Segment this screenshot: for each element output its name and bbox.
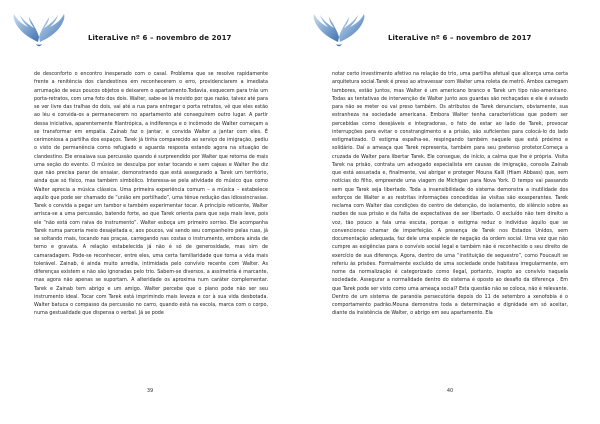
wings-logo-icon bbox=[10, 12, 68, 50]
header-title: LiteraLive nº 6 – novembro de 2017 bbox=[388, 34, 532, 42]
page-header bbox=[300, 12, 600, 50]
page-number: 40 bbox=[446, 388, 454, 394]
article-body bbox=[34, 70, 268, 318]
article-paragraph: de desconforto o encontro inesperado com o casal. Problema que se resolve rapidamente frente a renitência dos clandestinos em reconhecerem o erro, providenciarem a imediata arrumação de seus poucos objetos e deixarem o apartamento.Todavia, esquecem para trás um porta-retratos, com uma foto dos dois. Walter, sabe-se lá movido por que razão, talvez até para se ver livre das tralhas do dois, vai até a rua para entregar o porta retratos, vê que eles estão ao léu e convida-os a permanecerem no apartamento até conseguirem outro lugar. A partir dessa iniciativa, aparentemente filantrópica, a indiferença e o incômodo de Walter começam a se transformar em empatia. Zainab faz o jantar, e convida Walter a jantar com eles. É cerimoniosa a partilha dos espaços. Tarek já tinha comparecido ao serviço de imigração, pediu o visto de permanência como refugiado e aguarda resposta estando agora na situação de clandestino. Ele ensaiava sua percussão quando é surpreendido por Walter que retorna de mais uma seção do evento. O músico se desculpa por estar tocando e sem cajeas e Walter lhe diz que não precisa parar de ensaiar, demonstrando que está assegurado a Tarek um território, ainda que só físico, mas também simbólico. Interessa-se pela atividade do músico que como Walter aprecia a música clássica. Uma primeira experiência comum – a música – estabelece aquilo que pode ser chamado de “união em portilhado”, uma tênue redução das idiossincrasias. Tarek o convida a pegar um tambor e também experimentar tocar. A princípio reticente, Walter arrisca-se a uma percussão, batendo forte, ao que Tarek orienta para que seja mais leve, pois ele “não está com raiva do instrumento”. Walter esboça um primeiro sorriso. Ele acompanha Tarek numa parceria meio desajeitada e, aos poucos, vai sendo seu companheiro pelas ruas, já se soltando mais, tocando nas praças, carregando nas costas o instrumento, embora ainda de terno e gravata. A relação estabelecida já não é só de generosidade, mas sim de camaradagem. Pode-se reconhecer, entre eles, uma certa familiaridade que torna a vida mais tolerável. Zainab, é ainda muito arredia, intimidada pelo convívio recente com Walter. As diferenças existem e não são ignoradas pelo trio. Sabem-se diversos, a assimetria é marcante, mas agora não apenas se suportam. A alteridade os aproxima num caráter complementar. Tarek e Zainab tem abrigo e um amigo. Walter percebe que o piano pode não ser seu instrumento ideal. Tocar com Tarek está imprimindo mais leveza e cor à sua vida desbotada. Walter batuca o compasso da percussão no carro, quando está na escola, marca com o corpo, numa gestualidade que dispensa o verbal. Já se pode bbox=[34, 71, 268, 317]
right-page bbox=[300, 0, 600, 424]
page-header bbox=[0, 12, 300, 50]
article-paragraph: notar certo investimento afetivo na relação do trio, uma partilha afetual que alicerça uma certa arquitetura social.Tarek é preso ao atravessar com Walter uma roleta de metrô. Ambos carregam tambores, estão juntos, mas Walter é um americano branco e Tarek um tipo não-americano. Todas as tentativas de intervenção de Walter junto aos guardas são rechaçadas e ele é avisado para não se meter ou vai preso também. Os atributos de Tarek denunciam, obviamente, sua estranheza na sociedade americana. Embora Walter tenha características que podem ser percebidas como desejáveis e integradoras, o fato de estar ao lado de Tarek, provocar interrupções para evitar o constrangimento e a prisão, são suficientes para colocá-lo do lado estigmatizado. O estigma espalha-se, respingando também naquele que está próximo e solidário. Daí a ameaça que Tarek representa, também para seu pretenso protetor.Começa a cruzada de Walter para libertar Tarek. Ele consegue, de início, a calma que lhe é própria. Visita Tarek na prisão, contrata um advogado especialista em causas de imigração, consola Zainab que está assustada e, finalmente, vai abrigar e proteger Mouna Kalil (Hiam Abbass) que, sem notícias do filho, empreende uma viagem de Michigan para Nova York. O tempo vai passando sem que Tarek seja libertado. Toda a insensibilidade do sistema demonstra a inutilidade dos esforços de Walter e as restritas informações concedidas às visitas são exasperantes. Tarek reclama com Walter das condições do centro de detenção, do isolamento, do silêncio sobre as razões de sua prisão e da falta de expectativas de ser libertado. O excluído não tem direito a voz, tão pouco a fala uma escuta, porque o estigma reduz o indivíduo àquilo que se convencionou chamar de imperfeição. A presença de Tarek nos Estados Unidos, sem documentação adequada, faz dele uma espécie de negação da ordem social. Uma vez que não cumpre as exigências para o convívio social legal e também não é reconhecido o seu direito de exercício de sua diferença. Agora, dentro de uma “instituição de sequestro”, como Foucault se referiu às prisões. Formalmente excluído de uma sociedade onde habitava irregularmente, em nome da normalização é categorizado como ilegal, portanto, inapto ao convívio naquela sociedade. Assegurar a normalidade dentro do sistema é oposto ao desafio da diferença . Em que Tarek pode ser visto como uma ameaça social? Esta questão não se coloca, não é relevante. Dentro de um sistema de paranóia persecutória depois do 11 de setembro a xenofobia é o comportamento padrão.Mouna demonstra toda a determinação e dignidade em só aceitar, diante da insistência de Walter, o abrigo em seu apartamento. Ela bbox=[332, 71, 568, 317]
header-title: LiteraLive nº 6 – novembro de 2017 bbox=[88, 34, 232, 42]
wings-logo-icon bbox=[310, 12, 368, 50]
article-body bbox=[332, 70, 568, 318]
page-number: 39 bbox=[146, 388, 154, 394]
